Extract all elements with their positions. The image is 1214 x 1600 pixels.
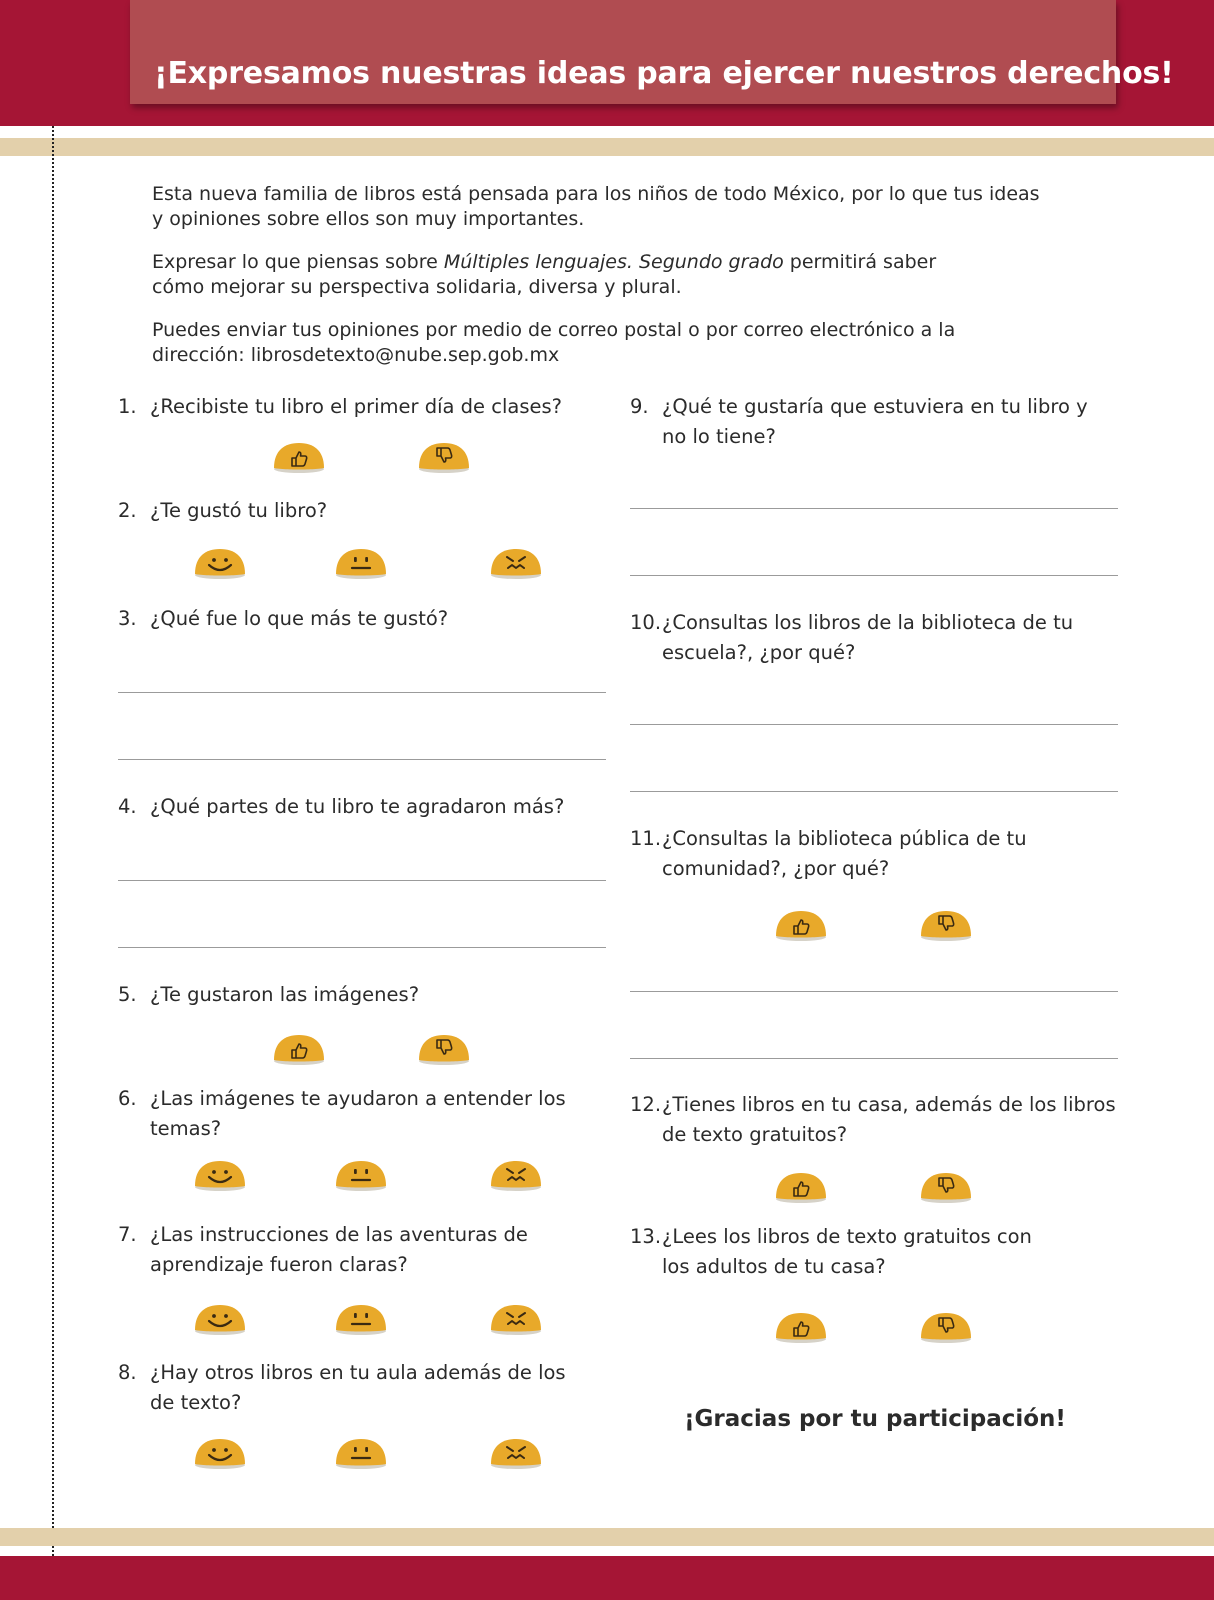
question-number: 8.: [118, 1361, 137, 1384]
answer-line[interactable]: [630, 1058, 1118, 1059]
thumbs-down-icon[interactable]: [920, 1172, 972, 1204]
thumbs-up-icon[interactable]: [775, 1172, 827, 1204]
angry-face-icon[interactable]: [490, 1438, 542, 1470]
question-text: ¿Qué fue lo que más te gustó?: [150, 607, 449, 630]
answer-line[interactable]: [118, 759, 606, 760]
answer-line[interactable]: [118, 880, 606, 881]
divider-stripe-bottom: [0, 1528, 1214, 1546]
question-text: ¿Las instrucciones de las aventuras de aprendizaje fueron claras?: [150, 1223, 528, 1276]
question-number: 10.: [630, 611, 662, 634]
question-number: 7.: [118, 1223, 137, 1246]
neutral-face-icon[interactable]: [335, 1304, 387, 1336]
thumbs-down-icon[interactable]: [920, 1312, 972, 1344]
question-text: ¿Consultas la biblioteca pública de tu comunidad?, ¿por qué?: [662, 827, 1027, 880]
thumbs-down-icon[interactable]: [418, 1034, 470, 1066]
question-text: ¿Te gustó tu libro?: [150, 499, 328, 522]
title-banner: [130, 0, 1174, 104]
answer-line[interactable]: [630, 508, 1118, 509]
angry-face-icon[interactable]: [490, 1160, 542, 1192]
question-text: ¿Recibiste tu libro el primer día de clases?: [150, 395, 562, 418]
happy-face-icon[interactable]: [194, 1160, 246, 1192]
neutral-face-icon[interactable]: [335, 548, 387, 580]
happy-face-icon[interactable]: [194, 1304, 246, 1336]
angry-face-icon[interactable]: [490, 548, 542, 580]
question-number: 9.: [630, 395, 649, 418]
question-text: ¿Lees los libros de texto gratuitos con los adultos de tu casa?: [662, 1225, 1032, 1278]
thumbs-up-icon[interactable]: [775, 910, 827, 942]
question-text: ¿Consultas los libros de la biblioteca de tu escuela?, ¿por qué?: [662, 611, 1074, 664]
thumbs-down-icon[interactable]: [920, 910, 972, 942]
answer-line[interactable]: [630, 724, 1118, 725]
answer-line[interactable]: [630, 575, 1118, 576]
question-text: ¿Te gustaron las imágenes?: [150, 983, 420, 1006]
question-text: ¿Tienes libros en tu casa, además de los libros de texto gratuitos?: [662, 1093, 1116, 1146]
divider-stripe-top: [0, 138, 1214, 156]
thumbs-up-icon[interactable]: [273, 442, 325, 474]
answer-line[interactable]: [630, 791, 1118, 792]
neutral-face-icon[interactable]: [335, 1160, 387, 1192]
neutral-face-icon[interactable]: [335, 1438, 387, 1470]
question-number: 1.: [118, 395, 137, 418]
intro-paragraph-3: Puedes enviar tus opiniones por medio de correo postal o por correo electrónico a la dirección: librosdetexto@nube.sep.gob.mx: [152, 319, 956, 366]
question-number: 5.: [118, 983, 137, 1006]
happy-face-icon[interactable]: [194, 1438, 246, 1470]
intro-paragraph-1: Esta nueva familia de libros está pensada para los niños de todo México, por lo que tus ideas y opiniones sobre ellos son muy importantes.: [152, 183, 1040, 230]
question-number: 3.: [118, 607, 137, 630]
answer-line[interactable]: [118, 692, 606, 693]
intro-text: permitirá saber cómo mejorar su perspectiva solidaria, diversa y plural.: [152, 251, 937, 298]
book-title: Múltiples lenguajes. Segundo grado: [443, 251, 784, 273]
question-number: 12.: [630, 1093, 662, 1116]
intro-text: Expresar lo que piensas sobre: [152, 251, 444, 273]
question-number: 13.: [630, 1225, 662, 1248]
answer-line[interactable]: [118, 947, 606, 948]
question-text: ¿Qué te gustaría que estuviera en tu libro y no lo tiene?: [662, 395, 1088, 448]
question-number: 11.: [630, 827, 662, 850]
page-title: ¡Expresamos nuestras ideas para ejercer nuestros derechos!: [154, 56, 1174, 91]
happy-face-icon[interactable]: [194, 548, 246, 580]
question-text: ¿Qué partes de tu libro te agradaron más?: [150, 795, 565, 818]
footer-band: [0, 1556, 1214, 1600]
thumbs-up-icon[interactable]: [775, 1312, 827, 1344]
thumbs-down-icon[interactable]: [418, 442, 470, 474]
thumbs-up-icon[interactable]: [273, 1034, 325, 1066]
intro-paragraph-2: [152, 250, 982, 300]
question-number: 4.: [118, 795, 137, 818]
angry-face-icon[interactable]: [490, 1304, 542, 1336]
thanks-message: ¡Gracias por tu participación!: [684, 1406, 1066, 1432]
answer-line[interactable]: [630, 991, 1118, 992]
question-number: 2.: [118, 499, 137, 522]
question-text: ¿Las imágenes te ayudaron a entender los temas?: [150, 1087, 566, 1140]
cut-line: [52, 126, 54, 1600]
question-text: ¿Hay otros libros en tu aula además de los de texto?: [150, 1361, 566, 1414]
question-number: 6.: [118, 1087, 137, 1110]
